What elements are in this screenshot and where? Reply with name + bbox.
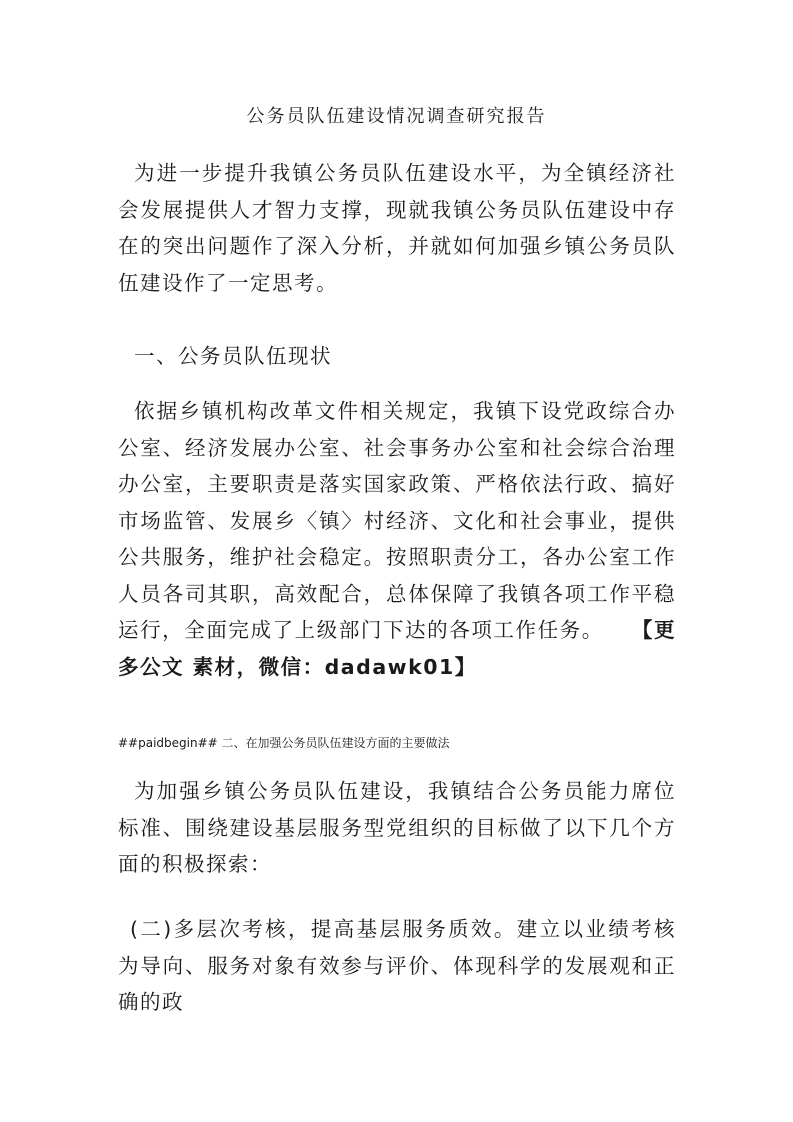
document-title: 公务员队伍建设情况调查研究报告 bbox=[246, 106, 547, 127]
section-2-heading: 二、在加强公务员队伍建设方面的主要做法 bbox=[221, 736, 450, 750]
section-2-paragraph: 为加强乡镇公务员队伍建设，我镇结合公务员能力席位标准、围绕建设基层服务型党组织的目标做了以下几个方面的积极探索： bbox=[118, 779, 676, 876]
promo-text: 【更多公文 素材，微信：dadawk01】 bbox=[118, 618, 677, 679]
intro-paragraph: 为进一步提升我镇公务员队伍建设水平，为全镇经济社会发展提供人才智力支撑，现就我镇公务员队伍建设中存在的突出问题作了深入分析，并就如何加强乡镇公务员队伍建设作了一定思考。 bbox=[118, 161, 676, 295]
item-2-paragraph: (二)多层次考核，提高基层服务质效。建立以业绩考核为导向、服务对象有效参与评价、体现科学的发展观和正确的政 bbox=[118, 917, 676, 1014]
section-1-body-text: 依据乡镇机构改革文件相关规定，我镇下设党政综合办公室、经济发展办公室、社会事务办公室和社会综合治理办公室，主要职责是落实国家政策、严格依法行政、搞好市场监管、发展乡〈镇〉村经济、文化和社会事业，提供公共服务，维护社会稳定。按照职责分工，各办公室工作人员各司其职，高效配合，总体保障了我镇各项工作平稳运行，全面完成了上级部门下达的各项工作任务。 bbox=[118, 399, 676, 642]
paid-marker: ##paidbegin## bbox=[118, 736, 218, 750]
section-1-paragraph bbox=[118, 393, 676, 685]
paid-marker-line bbox=[118, 734, 676, 752]
section-1-heading: 一、公务员队伍现状 bbox=[134, 344, 332, 368]
